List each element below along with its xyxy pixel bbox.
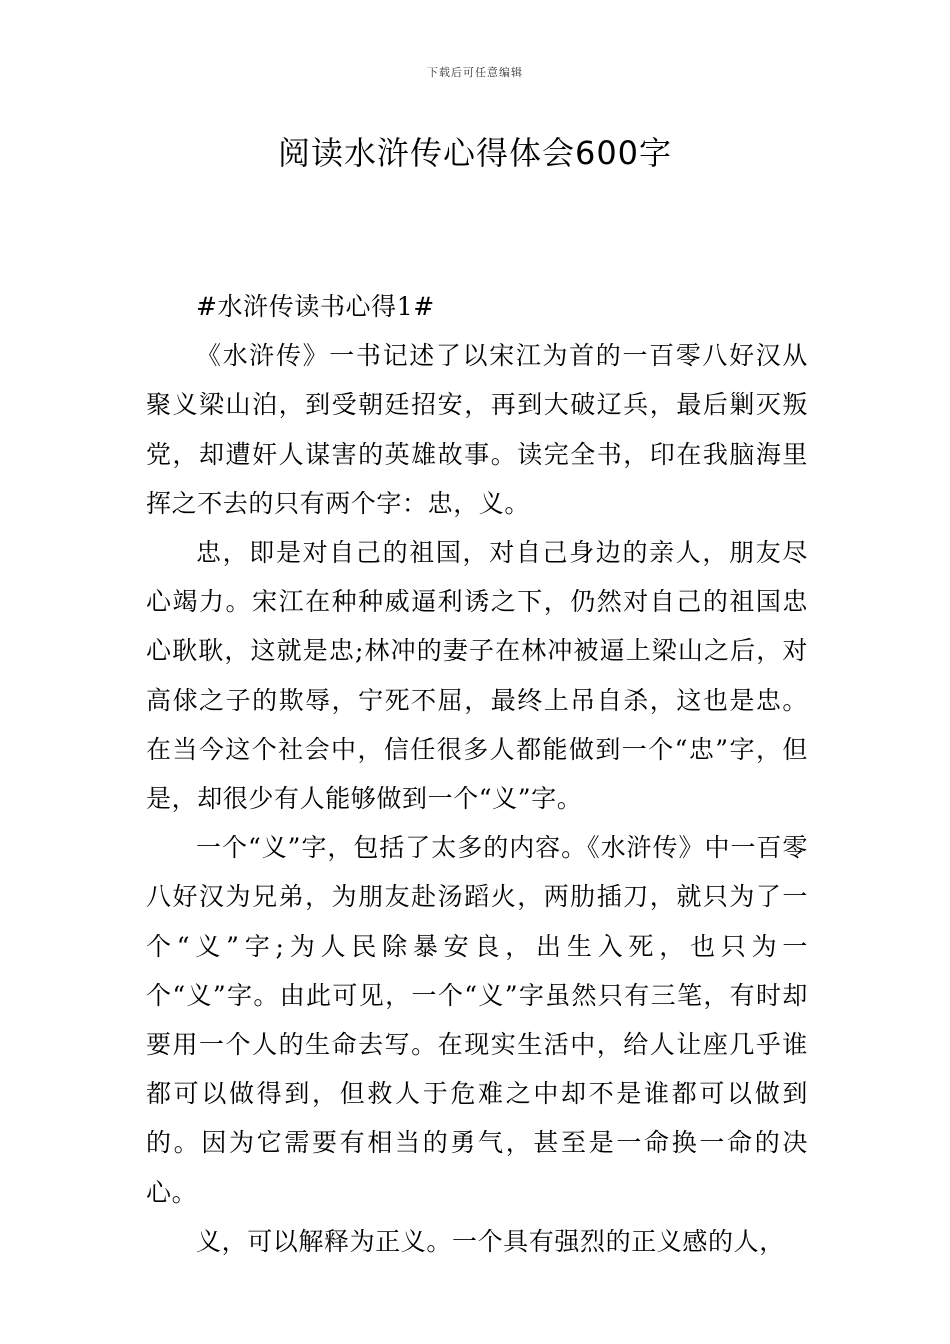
header-note: 下载后可任意编辑 <box>427 66 523 79</box>
paragraph-loyalty: 忠，即是对自己的祖国，对自己身边的亲人，朋友尽心竭力。宋江在种种威逼利诱之下，仍然对自己的祖国忠心耿耿，这就是忠;林冲的妻子在林冲被逼上梁山之后，对高俅之子的欺辱，宁死不屈，最终上吊自杀，这也是忠。在当今这个社会中，信任很多人都能做到一个“忠”字，但是，却很少有人能够做到一个“义”字。 <box>146 538 808 814</box>
paragraph-section-heading: #水浒传读书心得1# <box>196 292 435 321</box>
paragraph-righteousness: 一个“义”字，包括了太多的内容。《水浒传》中一百零八好汉为兄弟，为朋友赴汤蹈火，两肋插刀，就只为了一个“义”字;为人民除暴安良，出生入死，也只为一个“义”字。由此可见，一个“义”字虽然只有三笔，有时却要用一个人的生命去写。在现实生活中，给人让座几乎谁都可以做得到，但救人于危难之中却不是谁都可以做到的。因为它需要有相当的勇气，甚至是一命换一命的决心。 <box>146 833 808 1207</box>
document-body <box>146 282 808 1266</box>
paragraph-justice: 义，可以解释为正义。一个具有强烈的正义感的人， <box>196 1226 785 1256</box>
document-title: 阅读水浒传心得体会600字 <box>277 134 673 172</box>
paragraph-intro: 《水浒传》一书记述了以宋江为首的一百零八好汉从聚义梁山泊，到受朝廷招安，再到大破辽兵，最后剿灭叛党，却遭奸人谋害的英雄故事。读完全书，印在我脑海里挥之不去的只有两个字：忠，义。 <box>146 341 808 518</box>
